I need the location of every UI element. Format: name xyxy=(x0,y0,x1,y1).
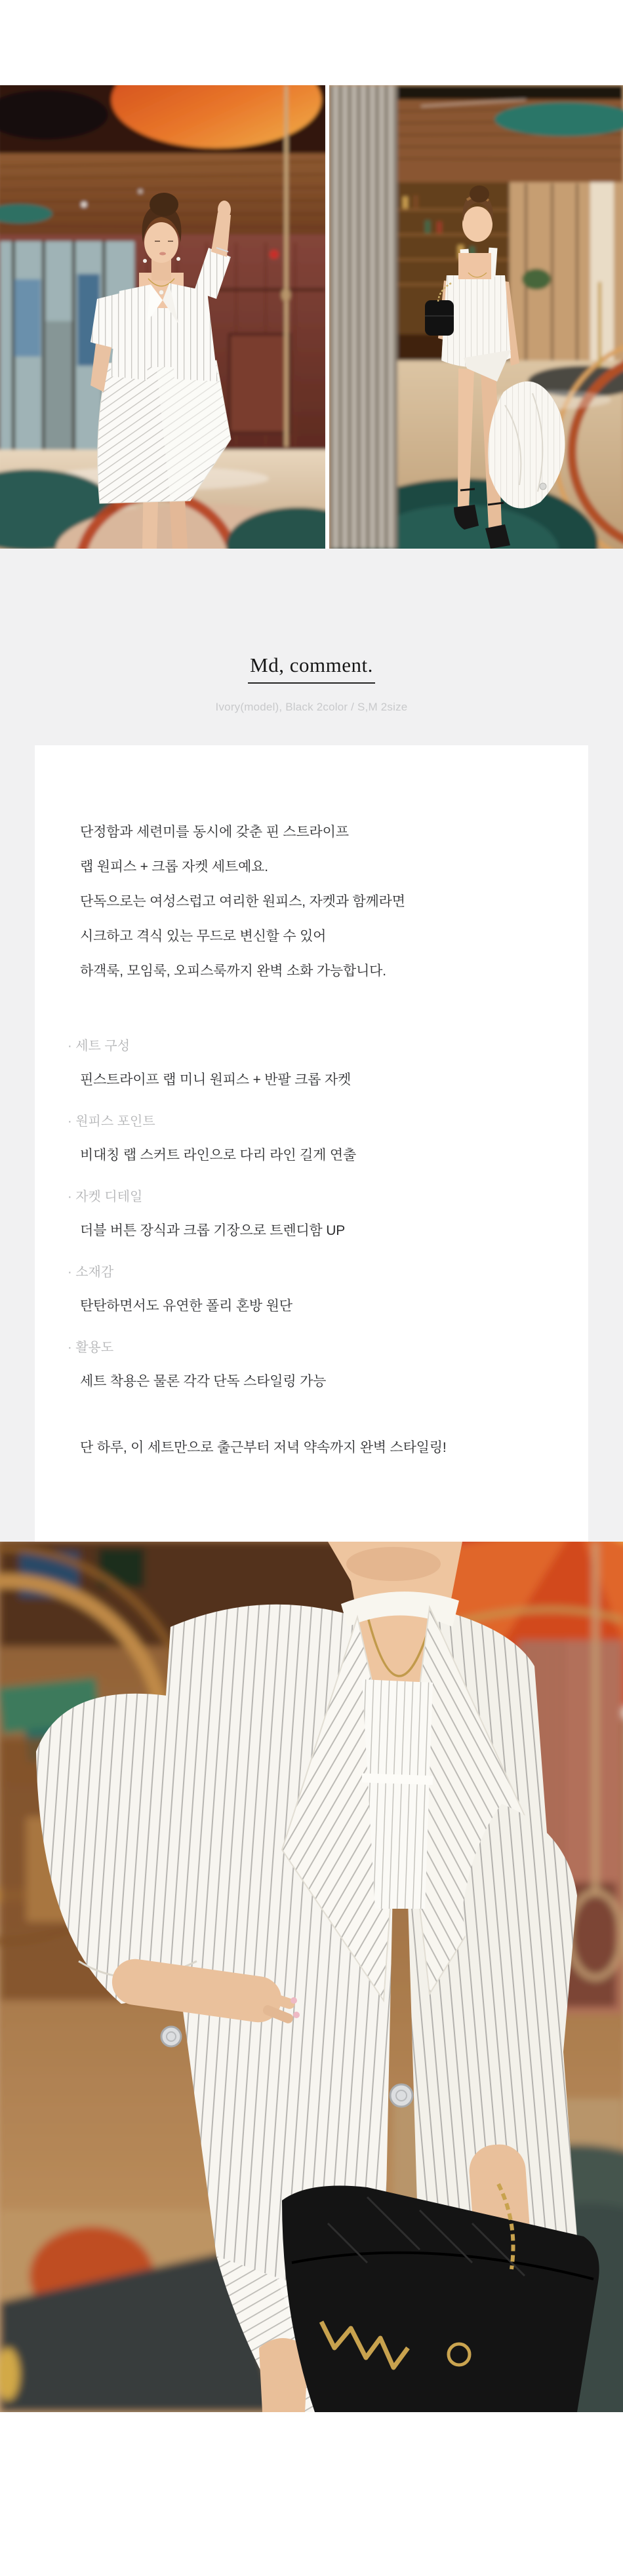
feature-detail: 세트 착용은 물론 각각 단독 스타일링 가능 xyxy=(80,1374,327,1389)
feature-detail: 비대칭 랩 스커트 라인으로 다리 라인 길게 연출 xyxy=(80,1148,357,1163)
intro-line: 랩 원피스 + 크롭 자켓 세트예요. xyxy=(80,859,268,874)
intro-line: 단독으로는 여성스럽고 여리한 원피스, 자켓과 함께라면 xyxy=(80,894,405,909)
feature-detail: 더블 버튼 장식과 크롭 기장으로 트렌디함 UP xyxy=(80,1223,346,1238)
intro-line: 단정함과 세련미를 동시에 갖춘 핀 스트라이프 xyxy=(80,825,349,840)
feature-versatility xyxy=(68,1331,557,1399)
feature-dress-point xyxy=(68,1104,557,1173)
model-photo-left-art xyxy=(0,85,325,549)
model-photo-right-art xyxy=(329,85,623,549)
model-photo-closeup-art xyxy=(0,1542,623,2412)
model-photo-left xyxy=(0,85,325,549)
feature-label: · 원피스 포인트 xyxy=(68,1114,155,1129)
photo-gallery xyxy=(0,85,623,549)
md-comment-heading: Md, comment. xyxy=(248,654,375,684)
bottom-white-margin xyxy=(0,2412,623,2576)
md-comment-section xyxy=(0,549,623,1542)
top-white-margin xyxy=(0,0,623,85)
model-photo-closeup xyxy=(0,1542,623,2412)
intro-line: 시크하고 격식 있는 무드로 변신할 수 있어 xyxy=(80,929,327,944)
feature-label: · 세트 구성 xyxy=(68,1039,131,1053)
feature-jacket-detail xyxy=(68,1180,557,1248)
feature-label: · 자켓 디테일 xyxy=(68,1190,143,1204)
feature-detail: 핀스트라이프 랩 미니 원피스 + 반팔 크롭 자켓 xyxy=(80,1072,352,1087)
feature-label: · 소재감 xyxy=(68,1265,114,1279)
feature-label: · 활용도 xyxy=(68,1340,114,1355)
model-photo-right xyxy=(329,85,623,549)
intro-line: 하객룩, 모임룩, 오피스룩까지 완벽 소화 가능합니다. xyxy=(80,964,386,979)
feature-detail: 탄탄하면서도 유연한 폴리 혼방 원단 xyxy=(80,1298,292,1314)
feature-fabric xyxy=(68,1255,557,1323)
feature-set-composition xyxy=(68,1029,557,1097)
closing-line: 단 하루, 이 세트만으로 출근부터 저녁 약속까지 완벽 스타일링! xyxy=(80,1440,447,1455)
md-comment-box xyxy=(35,745,588,1547)
color-size-subtitle: Ivory(model), Black 2color / S,M 2size xyxy=(215,701,408,713)
